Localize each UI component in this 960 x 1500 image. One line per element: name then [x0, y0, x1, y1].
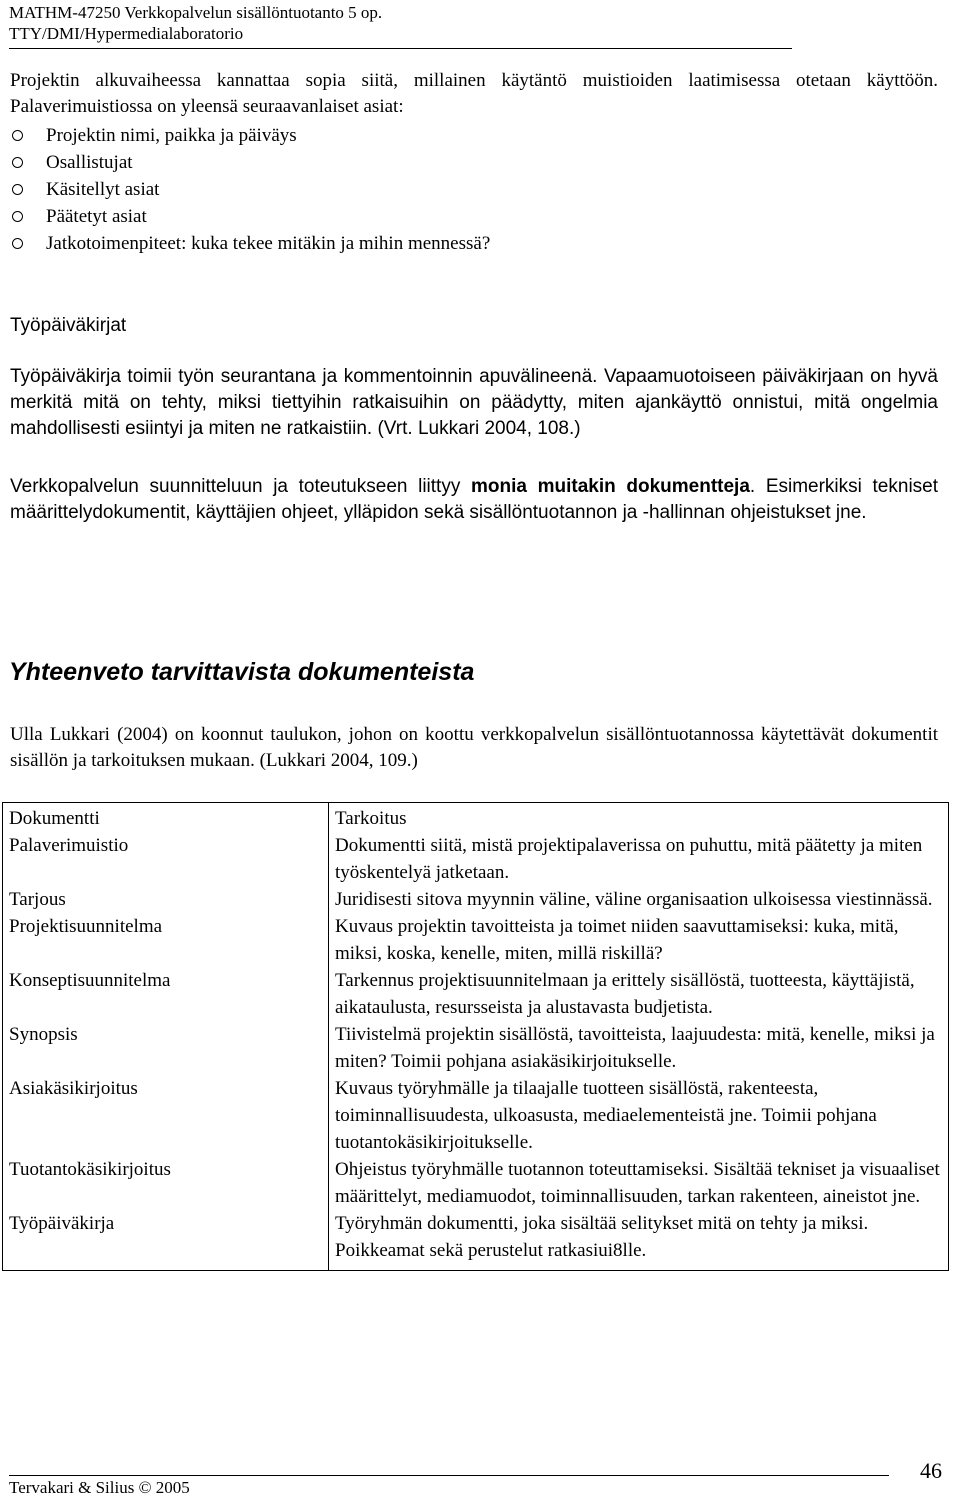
summary-paragraph: Ulla Lukkari (2004) on koonnut taulukon, johon on koottu verkkopalvelun sisällöntuotannossa käytettävät dokumentit sisällön ja tarkoituksen mukaan. (Lukkari 2004, 109.) [10, 724, 938, 771]
header-rule [9, 48, 792, 49]
list-item: Projektin nimi, paikka ja päiväys [12, 122, 490, 149]
circle-bullet-icon [12, 211, 23, 222]
intro-paragraph: Projektin alkuvaiheessa kannattaa sopia siitä, millainen käytäntö muistioiden laatimisessa otetaan käyttöön. Palaverimuistiossa on yleensä seuraavanlaiset asiat: [10, 70, 938, 117]
list-item: Osallistujat [12, 149, 490, 176]
purpose-cell: Kuvaus projektin tavoitteista ja toimet niiden saavuttamiseksi: kuka, mitä, miksi, koska, kenelle, miten, millä riskillä? [329, 913, 949, 967]
circle-bullet-icon [12, 184, 23, 195]
purpose-cell: Kuvaus työryhmälle ja tilaajalle tuotteen sisällöstä, rakenteesta, toiminnallisuudesta, ulkoasusta, mediaelementeistä jne. Toimii pohjana tuotantokäsikirjoitukselle. [329, 1075, 949, 1156]
section-heading-yhteenveto: Yhteenveto tarvittavista dokumenteista [9, 658, 475, 686]
section-heading-tyopaivakirjat: Työpäiväkirjat [10, 315, 127, 336]
document-cell: Tuotantokäsikirjoitus [3, 1156, 329, 1210]
diary-paragraph: Työpäiväkirja toimii työn seurantana ja kommentoinnin apuvälineenä. Vapaamuotoiseen päiväkirjaan on hyvä merkitä mitä on tehty, miksi tiettyihin ratkaisuihin on päädytty, miten ajankäyttö onnistui, mitä ongelmia mahdollisesti esiintyi ja miten ne ratkaistiin. (Vrt. Lukkari 2004, 108.) [10, 366, 938, 439]
agenda-list [12, 122, 490, 257]
purpose-cell: Työryhmän dokumentti, joka sisältää selitykset mitä on tehty ja miksi. Poikkeamat sekä perustelut ratkasiui8lle. [329, 1210, 949, 1271]
header-cell-purpose: Tarkoitus Dokumentti siitä, mistä projektipalaverissa on puhuttu, mitä päätetty ja miten työskentelyä jatketaan. [329, 803, 949, 887]
circle-bullet-icon [12, 130, 23, 141]
table-row [3, 913, 949, 967]
document-cell: Synopsis [3, 1021, 329, 1075]
purpose-cell: Tarkennus projektisuunnitelmaan ja erittely sisällöstä, tuotteesta, käyttäjistä, aikataulusta, resursseista ja alustavasta budjetista. [329, 967, 949, 1021]
purpose-cell: Ohjeistus työryhmälle tuotannon toteuttamiseksi. Sisältää tekniset ja visuaaliset määrittelyt, mediamuodot, toiminnallisuuden, tarkan rakenteen, aineistot jne. [329, 1156, 949, 1210]
footer-rule [9, 1475, 889, 1476]
list-item: Käsitellyt asiat [12, 176, 490, 203]
document-cell: Työpäiväkirja [3, 1210, 329, 1271]
footer-credit: Tervakari & Silius © 2005 [9, 1478, 190, 1497]
emphasis-text: monia muitakin dokumentteja [470, 476, 750, 497]
table-row [3, 1075, 949, 1156]
course-title: MATHM-47250 Verkkopalvelun sisällöntuotanto 5 op. [9, 3, 383, 22]
circle-bullet-icon [12, 157, 23, 168]
table-row [3, 967, 949, 1021]
page-header [9, 2, 382, 44]
document-cell: Asiakäsikirjoitus [3, 1075, 329, 1156]
table-row [3, 1210, 949, 1271]
list-item: Päätetyt asiat [12, 203, 490, 230]
document-cell: Projektisuunnitelma [3, 913, 329, 967]
document-cell: Tarjous [3, 886, 329, 913]
table-row [3, 1156, 949, 1210]
department: TTY/DMI/Hypermedialaboratorio [9, 24, 244, 43]
header-cell-document: Dokumentti Palaverimuistio [3, 803, 329, 887]
table-header-row [3, 803, 949, 887]
table-row [3, 886, 949, 913]
purpose-cell: Tiivistelmä projektin sisällöstä, tavoitteista, laajuudesta: mitä, kenelle, miksi ja miten? Toimii pohjana asiakäsikirjoitukselle. [329, 1021, 949, 1075]
table-row [3, 1021, 949, 1075]
circle-bullet-icon [12, 238, 23, 249]
other-documents-paragraph: Verkkopalvelun suunnitteluun ja toteutukseen liittyy monia muitakin dokumentteja. Esimerkiksi tekniset määrittelydokumentit, käyttäjien ohjeet, ylläpidon sekä sisällöntuotannon ja -hallinnan ohjeistukset jne. [10, 476, 939, 523]
documents-table [2, 802, 949, 1271]
purpose-cell: Juridisesti sitova myynnin väline, väline organisaation ulkoisessa viestinnässä. [329, 886, 949, 913]
document-cell: Konseptisuunnitelma [3, 967, 329, 1021]
page-number: 46 [920, 1458, 942, 1483]
list-item: Jatkotoimenpiteet: kuka tekee mitäkin ja mihin mennessä? [12, 230, 490, 257]
